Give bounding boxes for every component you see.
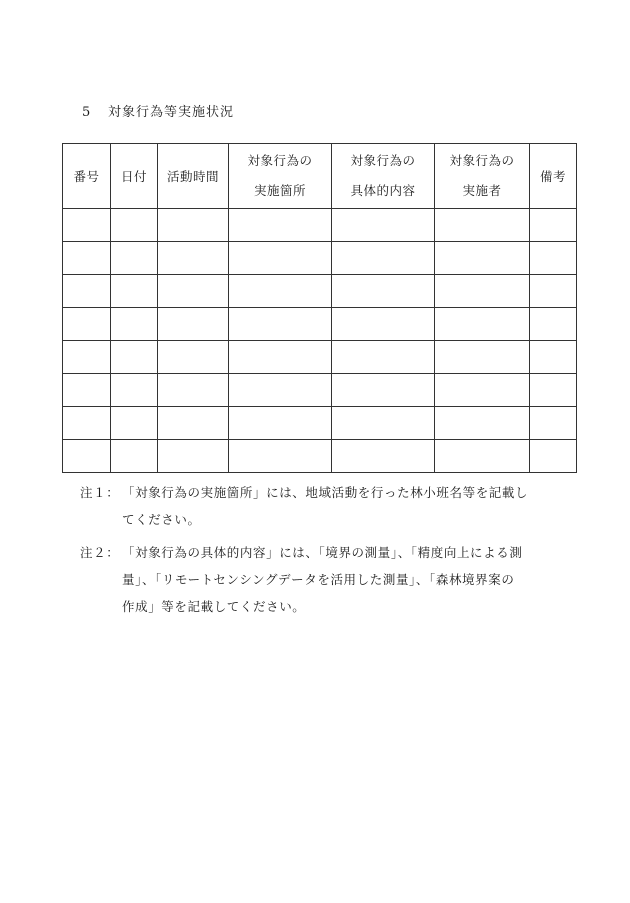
table-cell[interactable] [111,440,158,473]
table-cell[interactable] [229,440,332,473]
table-row [63,341,577,374]
table-cell[interactable] [332,407,435,440]
table-cell[interactable] [332,209,435,242]
table-cell[interactable] [530,341,577,374]
table-cell[interactable] [332,242,435,275]
header-performer: 対象行為の 実施者 [435,144,530,209]
note-line: 「対象行為の実施箇所」には、地域活動を行った林小班名等を記載し [122,485,529,500]
table-cell[interactable] [111,275,158,308]
table-row [63,209,577,242]
table-cell[interactable] [229,242,332,275]
table-header-row [63,144,577,209]
table-cell[interactable] [63,242,111,275]
table-cell[interactable] [111,209,158,242]
table-cell[interactable] [63,374,111,407]
table-cell[interactable] [111,308,158,341]
table-cell[interactable] [158,275,229,308]
note-2 [80,539,560,620]
table-cell[interactable] [229,209,332,242]
table-cell[interactable] [158,407,229,440]
activity-status-table [62,143,577,473]
table-cell[interactable] [530,308,577,341]
table-cell[interactable] [435,209,530,242]
table-cell[interactable] [332,440,435,473]
table-cell[interactable] [111,242,158,275]
table-row [63,275,577,308]
header-location: 対象行為の 実施箇所 [229,144,332,209]
table-cell[interactable] [530,374,577,407]
table-cell[interactable] [63,407,111,440]
table-cell[interactable] [158,341,229,374]
notes-section [80,479,560,626]
table-cell[interactable] [435,374,530,407]
table-cell[interactable] [332,308,435,341]
note-line: 「対象行為の具体的内容」には、「境界の測量」、「精度向上による測 [122,545,523,560]
header-details: 対象行為の 具体的内容 [332,144,435,209]
table-cell[interactable] [158,308,229,341]
table-cell[interactable] [530,407,577,440]
table-cell[interactable] [158,374,229,407]
table-row [63,374,577,407]
note-body [122,539,560,620]
table-cell[interactable] [63,209,111,242]
section-heading [82,101,234,120]
table-row [63,407,577,440]
table-cell[interactable] [63,440,111,473]
table-cell[interactable] [229,374,332,407]
table-cell[interactable] [63,308,111,341]
header-activity-time: 活動時間 [158,144,229,209]
table-cell[interactable] [435,341,530,374]
table-cell[interactable] [332,275,435,308]
table-cell[interactable] [435,407,530,440]
table-cell[interactable] [158,440,229,473]
table-cell[interactable] [111,374,158,407]
note-label: 注１： [80,485,120,500]
table-cell[interactable] [111,407,158,440]
note-body [122,479,560,533]
table-cell[interactable] [63,341,111,374]
table-cell[interactable] [332,374,435,407]
header-remarks: 備考 [530,144,577,209]
table-cell[interactable] [435,308,530,341]
section-number: 5 [82,105,92,120]
note-label: 注２： [80,545,120,560]
table-cell[interactable] [229,308,332,341]
table-cell[interactable] [229,407,332,440]
section-title-text: 対象行為等実施状況 [108,105,235,120]
table-cell[interactable] [530,275,577,308]
table-cell[interactable] [435,440,530,473]
table-cell[interactable] [63,275,111,308]
note-line: 作成」等を記載してください。 [122,599,306,614]
table-cell[interactable] [158,242,229,275]
note-line: 量」、「リモートセンシングデータを活用した測量」、「森林境界案の [122,572,515,587]
note-line: てください。 [122,512,201,527]
table-cell[interactable] [111,341,158,374]
table-row [63,440,577,473]
table-cell[interactable] [229,275,332,308]
table-cell[interactable] [229,341,332,374]
table-cell[interactable] [530,242,577,275]
header-date: 日付 [111,144,158,209]
table-row [63,242,577,275]
table-cell[interactable] [435,242,530,275]
table-cell[interactable] [435,275,530,308]
header-number: 番号 [63,144,111,209]
table-cell[interactable] [530,209,577,242]
table-cell[interactable] [332,341,435,374]
note-1 [80,479,560,533]
table-row [63,308,577,341]
table-cell[interactable] [158,209,229,242]
table-cell[interactable] [530,440,577,473]
